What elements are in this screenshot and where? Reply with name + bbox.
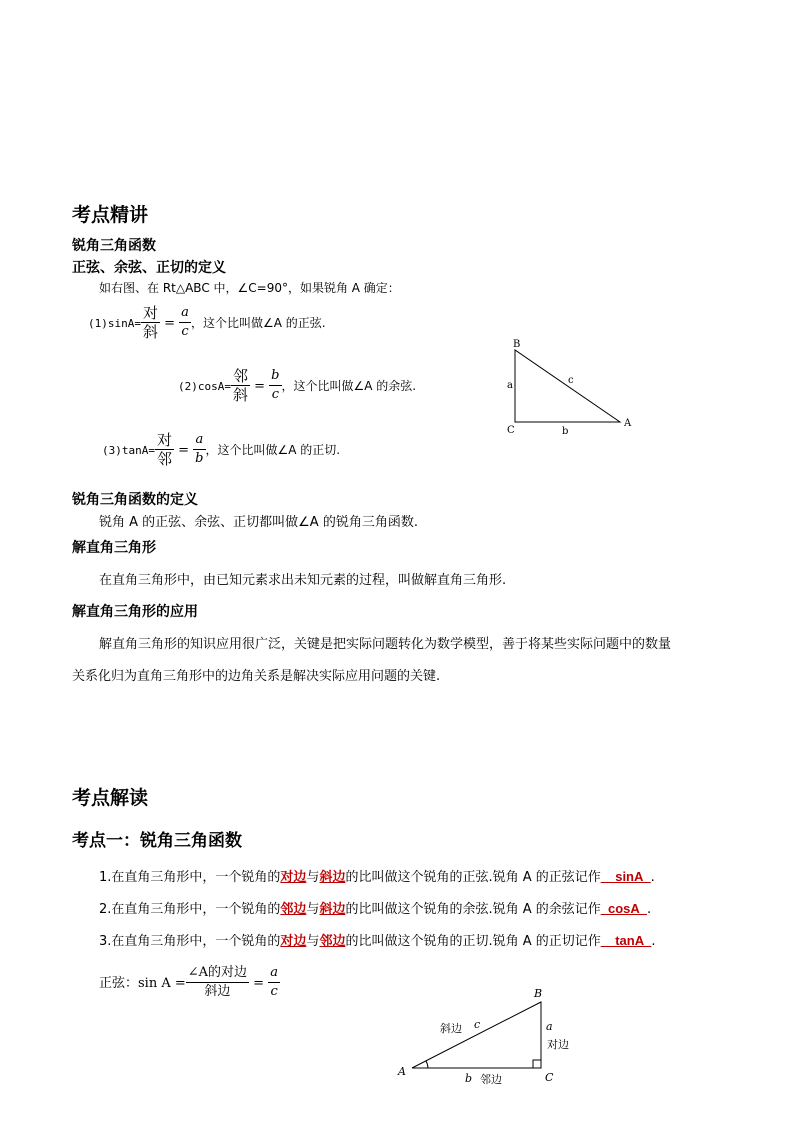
fig1-label-B: B [513, 339, 521, 350]
fig2-label-a: a [546, 1020, 553, 1033]
sin-suffix: ，这个比叫做∠A 的正弦. [190, 316, 326, 330]
section-title-2: 考点解读 [72, 787, 149, 809]
formula-frac-words: $\frac{\text{∠A的对边}}{\text{斜边}}$ [187, 965, 248, 999]
fig2-label-A: A [398, 1065, 406, 1078]
application-text-2: 关系化归为直角三角形中的边角关系是解决实际应用问题的关键. [72, 669, 441, 684]
cos-suffix: ，这个比叫做∠A 的余弦. [281, 379, 417, 393]
fig2-label-C: C [545, 1071, 554, 1084]
solve-text: 在直角三角形中，由已知元素求出未知元素的过程，叫做解直角三角形. [99, 573, 507, 588]
cos-frac-letters: $\frac{b}{c}$ [271, 368, 280, 402]
subheading-acute-trig: 锐角三角函数 [72, 238, 156, 254]
fig2-opposite-label: 对边 [547, 1038, 569, 1051]
point-line-2: 2.在直角三角形中，一个锐角的邻边与斜边的比叫做这个锐角的余弦.锐角 A 的余弦记作_cosA_. [99, 901, 652, 917]
sin-prefix: (1)sinA= [88, 317, 141, 330]
answer-sinA: __sinA_ [600, 869, 651, 884]
fig2-label-b: b [465, 1072, 473, 1085]
cos-prefix: (2)cosA= [178, 380, 231, 393]
subheading-definitions: 正弦、余弦、正切的定义 [72, 260, 226, 276]
tan-suffix: ，这个比叫做∠A 的正切. [205, 443, 341, 457]
point-line-3: 3.在直角三角形中，一个锐角的对边与邻边的比叫做这个锐角的正切.锐角 A 的正切记作__tanA_. [99, 933, 656, 949]
tan-definition: (3)tanA= $\frac{\text{对}}{\text{邻}}$ = $\frac{a}{b}$ ，这个比叫做∠A 的正切. [102, 431, 341, 468]
subheading-application: 解直角三角形的应用 [72, 604, 198, 620]
application-text-1: 解直角三角形的知识应用很广泛，关键是把实际问题转化为数学模型，善于将某些实际问题中的数量 [99, 637, 672, 652]
fig1-label-c: c [568, 375, 574, 386]
sin-frac-words: $\frac{\text{对}}{\text{斜}}$ [142, 304, 158, 341]
fig2-label-c: c [474, 1018, 481, 1031]
fig1-label-a: a [507, 380, 513, 391]
fig2-hypotenuse-label: 斜边 [440, 1022, 462, 1035]
sin-definition: (1)sinA= $\frac{\text{对}}{\text{斜}}$ = $\frac{a}{c}$ ，这个比叫做∠A 的正弦. [88, 304, 326, 341]
point-line-1: 1.在直角三角形中，一个锐角的对边与斜边的比叫做这个锐角的正弦.锐角 A 的正弦记作__sinA_. [99, 869, 655, 885]
triangle-figure-1 [500, 335, 640, 440]
point-one-heading: 考点一：锐角三角函数 [72, 831, 242, 851]
subheading-solve: 解直角三角形 [72, 540, 156, 556]
formula-frac-letters: $\frac{a}{c}$ [270, 965, 278, 999]
fig1-label-b: b [562, 426, 569, 437]
cos-frac-words: $\frac{\text{邻}}{\text{斜}}$ [232, 367, 248, 404]
tan-frac-letters: $\frac{a}{b}$ [195, 432, 204, 466]
cos-definition: (2)cosA= $\frac{\text{邻}}{\text{斜}}$ = $\frac{b}{c}$ ，这个比叫做∠A 的余弦. [178, 367, 417, 404]
fig2-adjacent-label: 邻边 [480, 1073, 502, 1086]
tan-prefix: (3)tanA= [102, 444, 155, 457]
answer-cosA: _cosA_ [600, 901, 647, 916]
intro-text: 如右图、在 Rt△ABC 中，∠C=90°，如果锐角 A 确定： [99, 281, 400, 295]
subheading-trig-def: 锐角三角函数的定义 [72, 492, 198, 508]
section-title-1: 考点精讲 [72, 204, 149, 226]
answer-tanA: __tanA_ [600, 933, 652, 948]
sin-frac-letters: $\frac{a}{c}$ [181, 305, 189, 339]
fig1-label-C: C [507, 425, 515, 436]
sine-formula: 正弦：sin A = $\frac{\text{∠A的对边}}{\text{斜边}}$ = $\frac{a}{c}$ [99, 965, 278, 999]
trig-def-text: 锐角 A 的正弦、余弦、正切都叫做∠A 的锐角三角函数. [99, 515, 418, 530]
triangle-figure-2 [390, 980, 590, 1088]
tan-frac-words: $\frac{\text{对}}{\text{邻}}$ [156, 431, 172, 468]
fig1-label-A: A [624, 418, 632, 429]
fig2-label-B: B [534, 987, 543, 1000]
